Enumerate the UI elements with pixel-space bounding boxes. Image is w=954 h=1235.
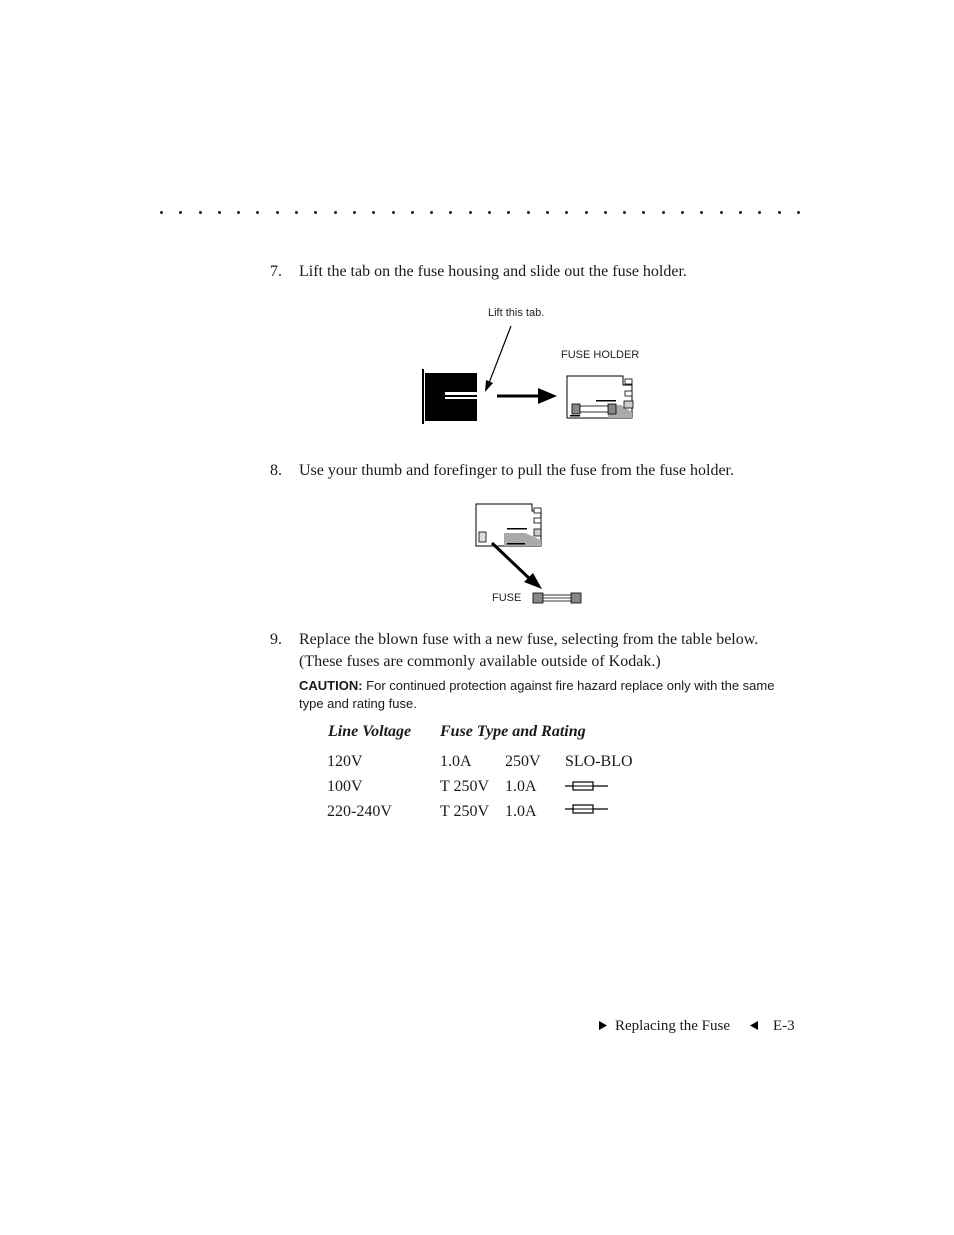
step-text: Use your thumb and forefinger to pull the fuse from the fuse holder. — [299, 462, 734, 479]
step-number: 8. — [270, 462, 282, 479]
type-cell: T 250V — [440, 803, 490, 820]
triangle-left-icon — [750, 1021, 759, 1030]
step-text: Lift the tab on the fuse housing and slide out the fuse holder. — [299, 263, 687, 280]
header-line-voltage: Line Voltage — [328, 723, 412, 740]
step-number: 9. — [270, 631, 282, 648]
lift-tab-label: Lift this tab. — [488, 307, 545, 319]
type-cell: T 250V — [440, 778, 490, 795]
footer-section-title: Replacing the Fuse — [615, 1018, 730, 1034]
page-number: E-3 — [773, 1018, 795, 1034]
fuse-symbol-icon — [565, 802, 609, 816]
rating-cell: 1.0A — [505, 803, 537, 820]
rating-cell: 250V — [505, 753, 541, 770]
caution-label: CAUTION: — [299, 678, 363, 693]
fuse-holder-label: FUSE HOLDER — [561, 349, 640, 361]
mark-cell: SLO-BLO — [565, 753, 633, 770]
step-text: Replace the blown fuse with a new fuse, selecting from the table below. (These fuses are commonly available outside of Kodak.) — [299, 631, 759, 670]
rating-cell: 1.0A — [505, 778, 537, 795]
voltage-cell: 120V — [327, 753, 363, 770]
voltage-cell: 220-240V — [327, 803, 392, 820]
triangle-right-icon — [599, 1021, 608, 1030]
header-fuse-type: Fuse Type and Rating — [440, 723, 586, 740]
type-cell: 1.0A — [440, 753, 472, 770]
caution-note — [299, 677, 799, 713]
step-number: 7. — [270, 263, 282, 280]
caution-text: For continued protection against fire hazard replace only with the same type and rating fuse. — [299, 678, 775, 711]
fuse-label: FUSE — [492, 592, 522, 604]
fuse-symbol-icon — [565, 779, 609, 793]
voltage-cell: 100V — [327, 778, 363, 795]
